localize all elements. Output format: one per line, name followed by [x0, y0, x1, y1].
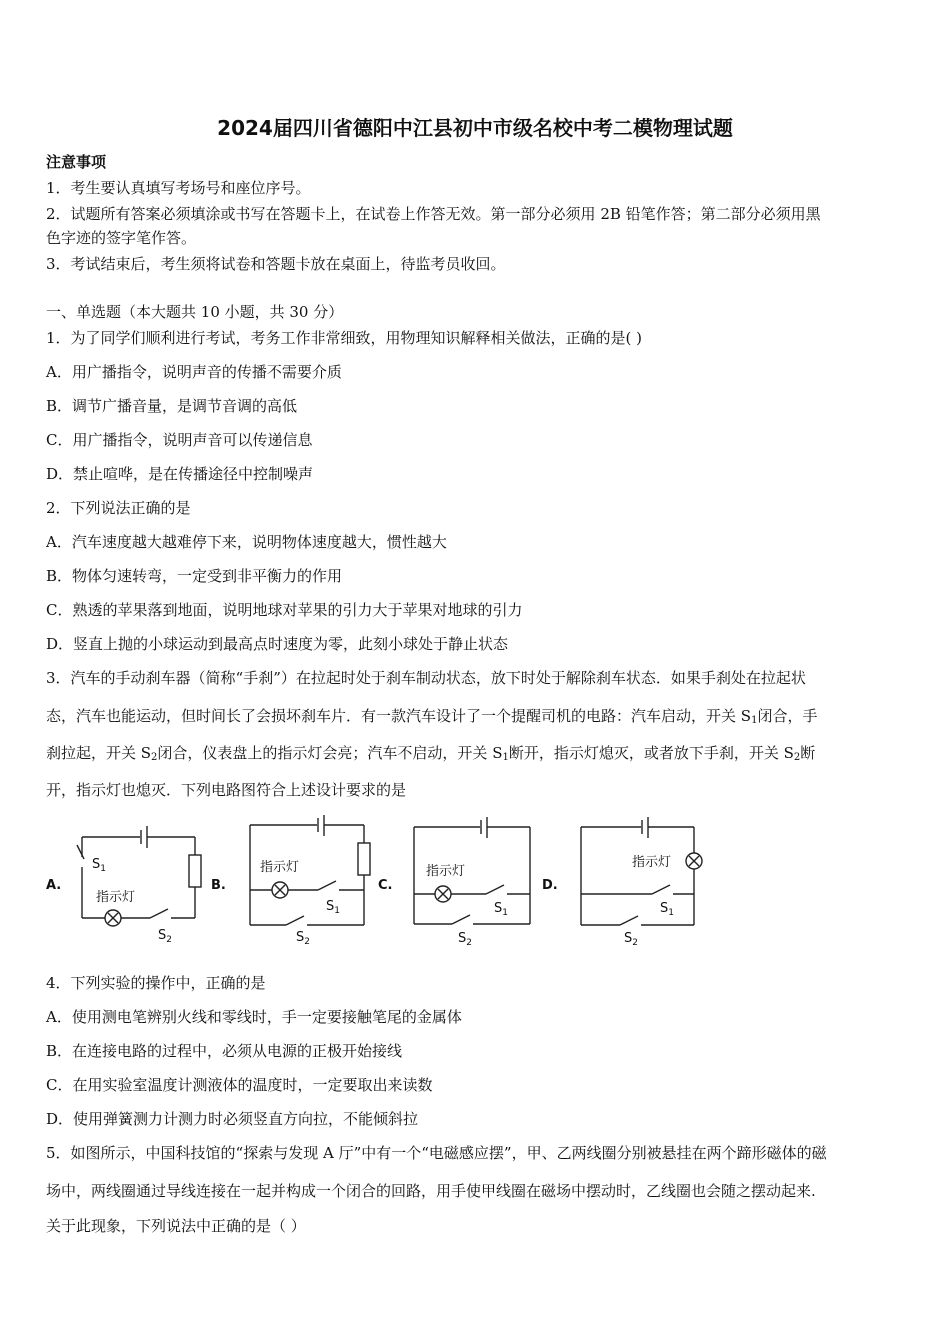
question-3-line: 态，汽车也能运动，但时间长了会损坏刹车片．有一款汽车设计了一个提醒司机的电路：汽车启动，开关 $S_1$闭合，手 — [46, 707, 818, 726]
question-4-option-b: B．在连接电路的过程中，必须从电源的正极开始接线 — [46, 1042, 403, 1060]
diagram-label: A. — [46, 878, 62, 893]
svg-text:S2: $S_2$ — [624, 931, 638, 948]
svg-text:S1: $S_1$ — [660, 901, 674, 918]
question-3-line: 3．汽车的手动刹车器（简称“手刹”）在拉起时处于刹车制动状态，放下时处于解除刹车状态．如果手刹处在拉起状 — [46, 669, 806, 687]
diagram-label: B. — [211, 878, 226, 893]
question-3-line: 刹拉起，开关 $S_2$闭合，仪表盘上的指示灯会亮；汽车不启动，开关 $S_1$断开，指示灯熄灭，或者放下手刹，开关 $S_2$断 — [46, 744, 816, 763]
question-2-option-b: B．物体匀速转弯，一定受到非平衡力的作用 — [46, 567, 343, 585]
question-1-option-c: C．用广播指令，说明声音可以传递信息 — [46, 431, 313, 449]
question-4-option-a: A．使用测电笔辨别火线和零线时，手一定要接触笔尾的金属体 — [46, 1008, 462, 1026]
notice-heading: 注意事项 — [46, 153, 107, 171]
question-2-option-c: C．熟透的苹果落到地面，说明地球对苹果的引力大于苹果对地球的引力 — [46, 601, 523, 619]
page-title: 2024届四川省德阳中江县初中市级名校中考二模物理试题 — [217, 116, 733, 140]
question-4-option-c: C．在用实验室温度计测液体的温度时，一定要取出来读数 — [46, 1076, 433, 1094]
question-5-line: 5．如图所示，中国科技馆的“探索与发现 A 厅”中有一个“电磁感应摆”，甲、乙两线圈分别被悬挂在两个蹄形磁体的磁 — [46, 1144, 827, 1162]
notice-item: 2．试题所有答案必须填涂或书写在答题卡上，在试卷上作答无效。第一部分必须用 2B 铅笔作答；第二部分必须用黑 — [46, 205, 821, 223]
notice-item: 色字迹的签字笔作答。 — [46, 229, 197, 247]
circuit-a — [77, 826, 201, 926]
lamp-label: 指示灯 — [632, 855, 672, 870]
question-2-option-a: A．汽车速度越大越难停下来，说明物体速度越大，惯性越大 — [46, 533, 447, 551]
svg-text:S1: $S_1$ — [92, 857, 106, 874]
lamp-label: 指示灯 — [426, 864, 466, 879]
question-4-stem: 4．下列实验的操作中，正确的是 — [46, 974, 266, 992]
diagram-label: C. — [378, 878, 393, 893]
lamp-label: 指示灯 — [96, 890, 136, 905]
question-1-stem: 1．为了同学们顺利进行考试，考务工作非常细致，用物理知识解释相关做法，正确的是( ) — [46, 329, 643, 347]
question-4-option-d: D．使用弹簧测力计测力时必须竖直方向拉，不能倾斜拉 — [46, 1110, 419, 1128]
question-2-stem: 2．下列说法正确的是 — [46, 499, 191, 517]
svg-text:S2: $S_2$ — [458, 931, 472, 948]
question-1-option-a: A．用广播指令，说明声音的传播不需要介质 — [46, 363, 342, 381]
circuit-d — [581, 817, 702, 925]
section-heading: 一、单选题（本大题共 10 小题，共 30 分） — [46, 303, 344, 321]
question-5-line: 关于此现象，下列说法中正确的是（ ） — [46, 1217, 306, 1235]
svg-text:S2: $S_2$ — [158, 928, 172, 945]
question-2-option-d: D．竖直上抛的小球运动到最高点时速度为零，此刻小球处于静止状态 — [46, 635, 509, 653]
diagram-label: D. — [542, 878, 558, 893]
circuit-diagrams — [40, 815, 920, 950]
notice-item: 1．考生要认真填写考场号和座位序号。 — [46, 179, 311, 197]
question-1-option-b: B．调节广播音量，是调节音调的高低 — [46, 397, 298, 415]
lamp-label: 指示灯 — [260, 860, 300, 875]
question-1-option-d: D．禁止喧哗，是在传播途径中控制噪声 — [46, 465, 314, 483]
svg-text:S2: $S_2$ — [296, 930, 310, 947]
question-5-line: 场中，两线圈通过导线连接在一起并构成一个闭合的回路，用手使甲线圈在磁场中摆动时，乙线圈也会随之摆动起来. — [46, 1182, 816, 1200]
svg-text:S1: $S_1$ — [326, 899, 340, 916]
notice-item: 3．考试结束后，考生须将试卷和答题卡放在桌面上，待监考员收回。 — [46, 255, 506, 273]
question-3-line: 开，指示灯也熄灭．下列电路图符合上述设计要求的是 — [46, 781, 407, 799]
svg-text:S1: $S_1$ — [494, 901, 508, 918]
